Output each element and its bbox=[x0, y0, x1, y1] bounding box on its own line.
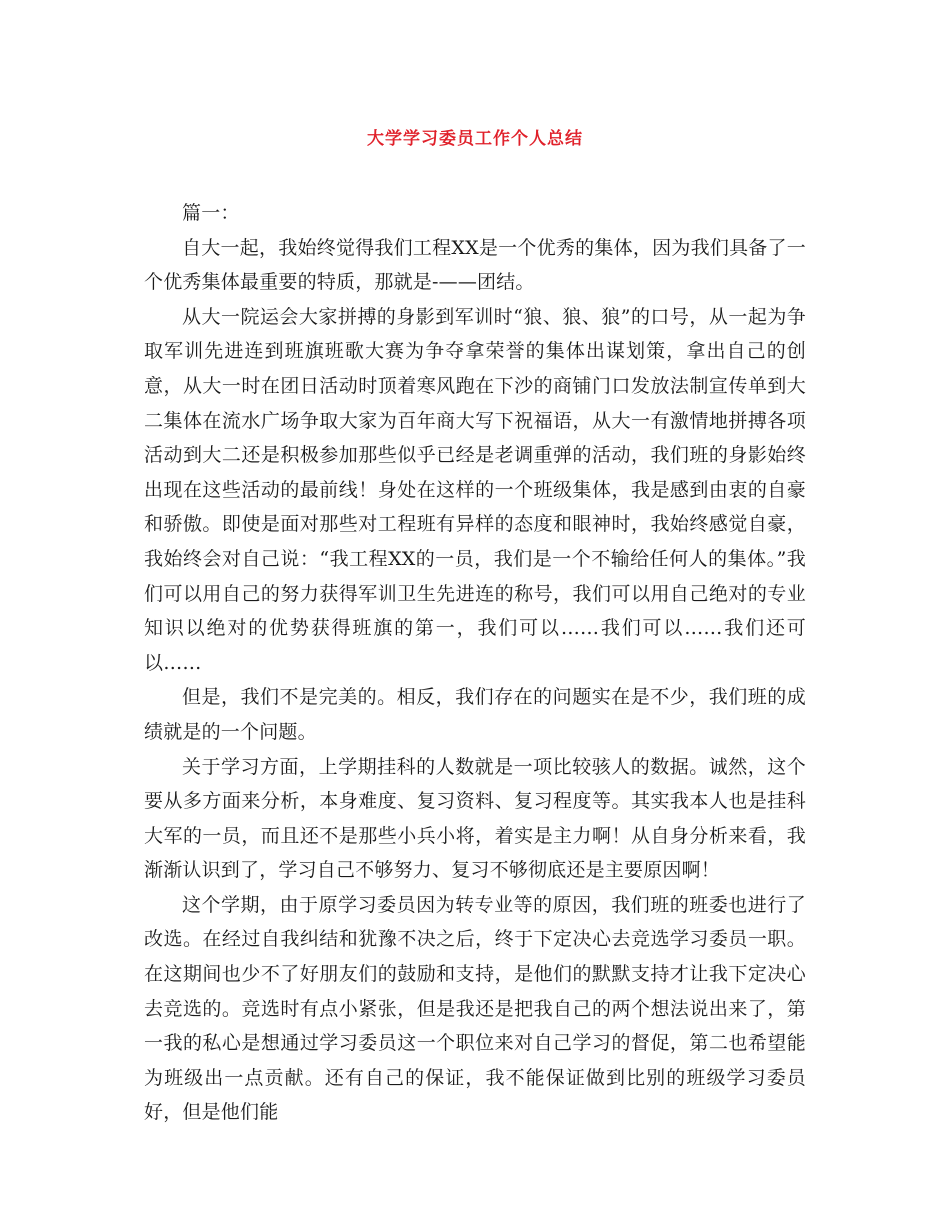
document-body bbox=[144, 196, 806, 1130]
paragraph: 但是，我们不是完美的。相反，我们存在的问题实在是不少，我们班的成绩就是的一个问题。 bbox=[144, 686, 806, 743]
document-title: 大学学习委员工作个人总结 bbox=[367, 129, 583, 149]
paragraph-heading: 篇一： bbox=[182, 202, 240, 224]
paragraph: 自大一起，我始终觉得我们工程XX是一个优秀的集体，因为我们具备了一个优秀集体最重要的特质，那就是-——团结。 bbox=[144, 236, 806, 294]
paragraph: 从大一院运会大家拼搏的身影到军训时“狼、狼、狼”的口号，从一起为争取军训先进连到班旗班歌大赛为争夺拿荣誉的集体出谋划策，拿出自己的创意，从大一时在团日活动时顶着寒风跑在下沙的商铺门口发放法制宣传单到大二集体在流水广场争取大家为百年商大写下祝福语，从大一有激情地拼搏各项活动到大二还是积极参加那些似乎已经是老调重弹的活动，我们班的身影始终出现在这些活动的最前线！身处在这样的一个班级集体，我是感到由衷的自豪和骄傲。即使是面对那些对工程班有异样的态度和眼神时，我始终感觉自豪，我始终会对自己说：“我工程XX的一员，我们是一个不输给任何人的集体。”我们可以用自己的努力获得军训卫生先进连的称号，我们可以用自己绝对的专业知识以绝对的优势获得班旗的第一，我们可以……我们可以……我们还可以…… bbox=[144, 305, 806, 674]
paragraph: 这个学期，由于原学习委员因为转专业等的原因，我们班的班委也进行了改选。在经过自我纠结和犹豫不决之后，终于下定决心去竞选学习委员一职。在这期间也少不了好朋友们的鼓励和支持，是他们的默默支持才让我下定决心去竞选的。竞选时有点小紧张，但是我还是把我自己的两个想法说出来了，第一我的私心是想通过学习委员这一个职位来对自己学习的督促，第二也希望能为班级出一点贡献。还有自己的保证，我不能保证做到比别的班级学习委员好，但是他们能 bbox=[144, 893, 806, 1124]
paragraph: 关于学习方面，上学期挂科的人数就是一项比较骇人的数据。诚然，这个要从多方面来分析，本身难度、复习资料、复习程度等。其实我本人也是挂科大军的一员，而且还不是那些小兵小将，着实是主力啊！从自身分析来看，我渐渐认识到了，学习自己不够努力、复习不够彻底还是主要原因啊！ bbox=[144, 755, 806, 882]
